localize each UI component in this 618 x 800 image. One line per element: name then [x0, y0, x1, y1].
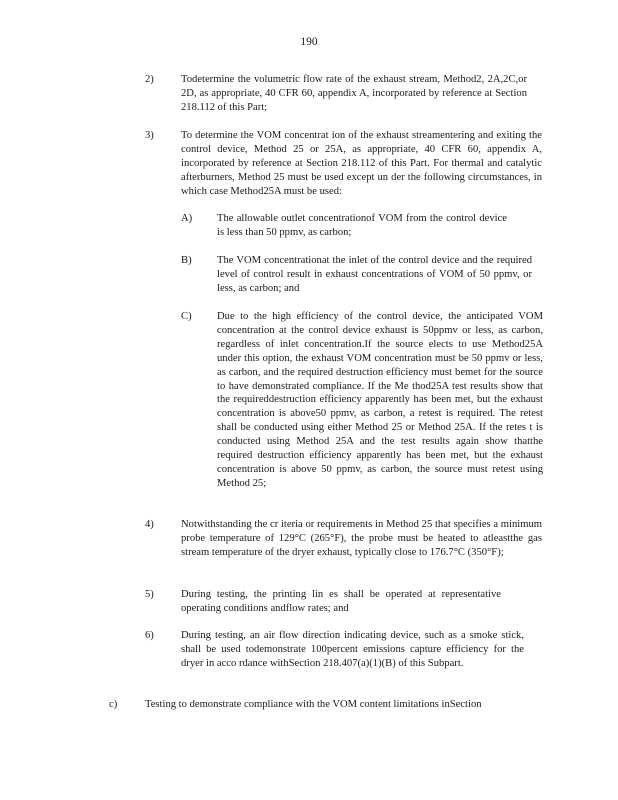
item-3-marker: 3): [145, 130, 154, 141]
item-6-marker: 6): [145, 630, 154, 641]
item-B-marker: B): [181, 255, 192, 266]
item-C-marker: C): [181, 311, 192, 322]
item-B-text: The VOM concentrationat the inlet of the control device and the required level of control result in exhaust concentrations of VOM of 50 ppmv, or less, as carbon; and: [217, 255, 532, 294]
item-2-text: Todetermine the volumetric flow rate of the exhaust stream, Method2, 2A,2C,or 2D, as appropriate, 40 CFR 60, appendix A, incorporated by reference at Section 218.112 of this Part;: [181, 74, 527, 113]
item-6-text: During testing, an air flow direction indicating device, such as a smoke stick, shall be used todemonstrate 100percent emissions capture efficiency for the dryer in acco rdance withSection 218.407(a)(1)(B) of this Subpart.: [181, 630, 524, 669]
item-4-text: Notwithstanding the cr iteria or requirements in Method 25 that specifies a minimum probe temperature of 129°C (265°F), the probe must be heated to atleastthe gas stream temperature of the dryer exhaust, typically close to 176.7°C (350°F);: [181, 519, 542, 558]
item-A-text: The allowable outlet concentrationof VOM from the control device is less than 50 ppmv, as carbon;: [217, 213, 507, 238]
item-2-marker: 2): [145, 74, 154, 85]
item-5-text: During testing, the printing lin es shall be operated at representative operating conditions andflow rates; and: [181, 589, 501, 614]
item-C-text: Due to the high efficiency of the control device, the anticipated VOM concentration at the control device exhaust is 50ppmv or less, as carbon, regardless of inlet concentration.If the source elects to use Method25A under this option, the exhaust VOM concentration must be 50 ppmv or less, as carbon, and the required destruction efficiency must bemet for the source to have demonstrated compliance. If the Me thod25A test results show that the requireddestruction efficiency apparently has been met, but the exhaust concentration is above50 ppmv, as carbon, a retest is required. The retest shall be conducted using either Method 25 or Method 25A. If the retes t is conducted using Method 25A and the test results again show thatthe required destruction efficiency apparently has been met, but the exhaust concentration is above 50 ppmv, as carbon, the source must retest using Method 25;: [217, 311, 543, 489]
item-c-marker: c): [109, 699, 118, 710]
item-5-marker: 5): [145, 589, 154, 600]
item-3-text: To determine the VOM concentrat ion of the exhaust streamentering and exiting the control device, Method 25 or 25A, as appropriate, 40 CFR 60, appendix A, incorporated by reference at Section 218.112 of this Part. For thermal and catalytic afterburners, Method 25 must be used except un der the following circumstances, in which case Method25A must be used:: [181, 130, 542, 197]
item-A-marker: A): [181, 213, 193, 224]
item-4-marker: 4): [145, 519, 154, 530]
item-c-text: Testing to demonstrate compliance with the VOM content limitations inSection: [145, 699, 482, 710]
page-number: 190: [300, 36, 318, 48]
